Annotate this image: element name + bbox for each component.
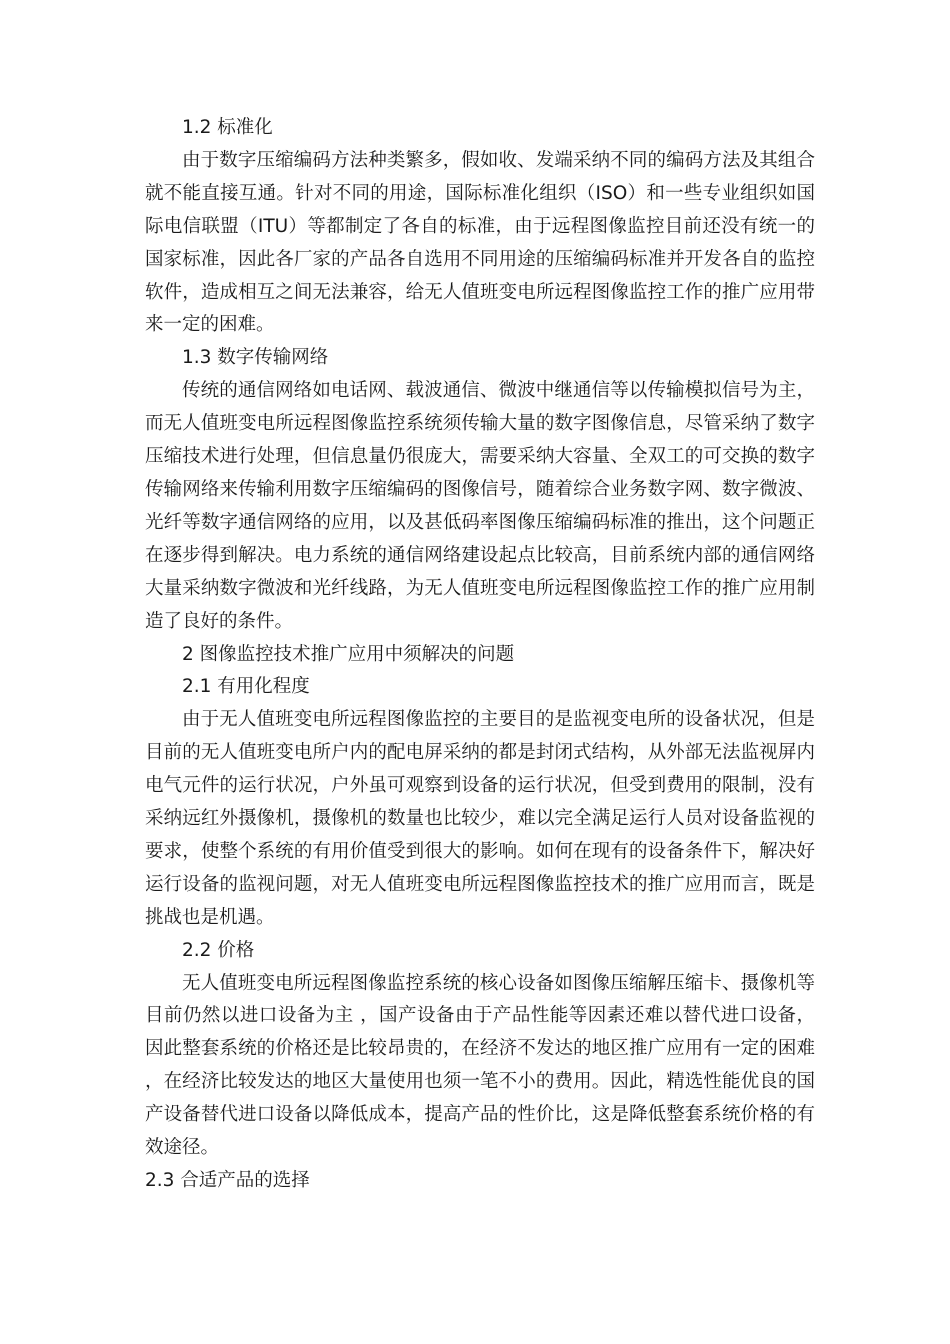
section-heading-1-3: 1.3 数字传输网络 (182, 347, 329, 369)
paragraph-price: 无人值班变电所远程图像监控系统的核心设备如图像压缩解压缩卡、摄像机等目前仍然以进口设备为主 ，国产设备由于产品性能等因素还难以替代进口设备，因此整套系统的价格还是比较昂贵的，在经济不发达的地区推广应用有一定的困难，在经济比较发达的地区大量使用也须一笔不小的费用。因此，精选性能优良的国产设备替代进口设备以降低成本，提高产品的性价比，这是降低整套系统价格的有效途径。 (145, 972, 815, 1159)
section-heading-1-2: 1.2 标准化 (182, 117, 273, 138)
paragraph-standardization: 由于数字压缩编码方法种类繁多，假如收、发端采纳不同的编码方法及其组合就不能直接互通。针对不同的用途，国际标准化组织（ISO）和一些专业组织如国际电信联盟（ITU）等都制定了各自的标准，由于远程图像监控目前还没有统一的国家标准，因此各厂家的产品各自选用不同用途的压缩编码标准并开发各自的监控软件，造成相互之间无法兼容，给无人值班变电所远程图像监控工作的推广应用带来一定的困难。 (145, 149, 815, 336)
section-heading-2: 2 图像监控技术推广应用中须解决的问题 (182, 643, 515, 665)
section-heading-2-2: 2.2 价格 (182, 939, 255, 961)
section-heading-2-3: 2.3 合适产品的选择 (145, 1170, 310, 1191)
paragraph-practicality: 由于无人值班变电所远程图像监控的主要目的是监视变电所的设备状况，但是目前的无人值班变电所户内的配电屏采纳的都是封闭式结构，从外部无法监视屏内电气元件的运行状况，户外虽可观察到设备的运行状况，但受到费用的限制，没有采纳远红外摄像机，摄像机的数量也比较少，难以完全满足运行人员对设备监视的要求，使整个系统的有用价值受到很大的影响。如何在现有的设备条件下，解决好运行设备的监视问题，对无人值班变电所远程图像监控技术的推广应用而言，既是挑战也是机遇。 (145, 709, 815, 928)
section-heading-2-1: 2.1 有用化程度 (182, 676, 310, 698)
document-body (145, 112, 815, 1198)
paragraph-digital-transmission: 传统的通信网络如电话网、载波通信、微波中继通信等以传输模拟信号为主，而无人值班变电所远程图像监控系统须传输大量的数字图像信息，尽管采纳了数字压缩技术进行处理，但信息量仍很庞大，需要采纳大容量、全双工的可交换的数字传输网络来传输利用数字压缩编码的图像信号，随着综合业务数字网、数字微波、光纤等数字通信网络的应用，以及甚低码率图像压缩编码标准的推出，这个问题正在逐步得到解决。电力系统的通信网络建设起点比较高，目前系统内部的通信网络大量采纳数字微波和光纤线路，为无人值班变电所远程图像监控工作的推广应用制造了良好的条件。 (145, 380, 815, 632)
